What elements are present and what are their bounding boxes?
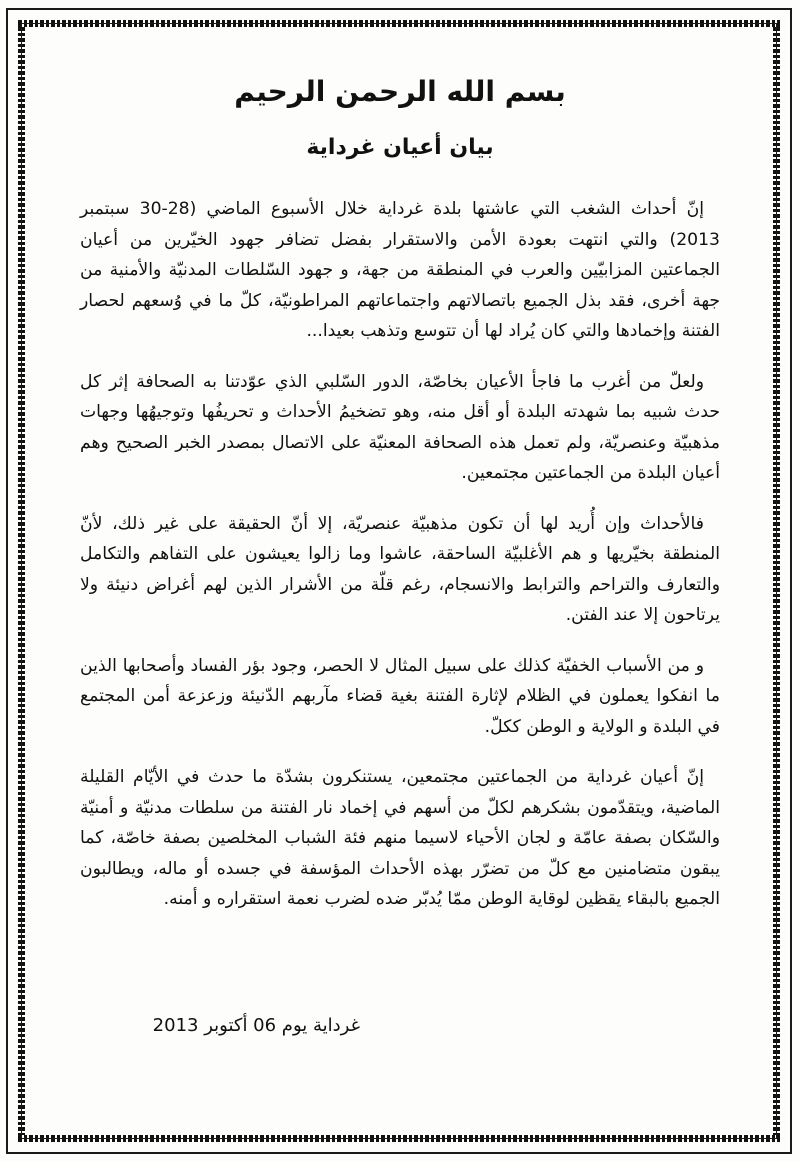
paragraph-4: و من الأسباب الخفيّة كذلك على سبيل المثال لا الحصر، وجود بؤر الفساد وأصحابها الذين ما انفكوا يعملون في الظلام لإثارة الفتنة بغية قضاء مآربهم الدّنيئة وزعزعة أمن المجتمع في البلدة و الولاية و الوطن ككلّ.: [80, 655, 720, 737]
signature-date-line: غرداية يوم 06 أكتوبر 2013: [152, 1015, 360, 1036]
basmala-heading: بسم الله الرحمن الرحيم: [234, 75, 566, 108]
paragraph-3: فالأحداث وإن أُريد لها أن تكون مذهبيّة عنصريّة، إلا أنّ الحقيقة على غير ذلك، لأنّ المنطقة بخيّريها و هم الأغلبيّة الساحقة، عاشوا وما زالوا يعيشون على التفاهم والتكامل والتعارف والتراحم والترابط والانسجام، رغم قلّة من الأشرار الذين لهم أغراض دنيئة ولا يرتاحون إلا عند الفتن.: [80, 513, 720, 625]
document-body: [80, 60, 720, 935]
paragraph-2: ولعلّ من أغرب ما فاجأ الأعيان بخاصّة، الدور السّلبي الذي عوّدتنا به الصحافة إثر كل حدث شبيه بما شهدته البلدة أو أقل منه، وهو تضخيمُ الأحداث و تحريفُها وتوجيهُها وجهات مذهبيّة وعنصريّة، ولم تعمل هذه الصحافة المعنيّة على الاتصال بمصدر الخبر الصحيح وهم أعيان البلدة من الجماعتين مجتمعين.: [80, 371, 720, 483]
paragraph-5: إنّ أعيان غرداية من الجماعتين مجتمعين، يستنكرون بشدّة ما حدث في الأيّام القليلة الماضية، ويتقدّمون بشكرهم لكلّ من أسهم في إخماد نار الفتنة من سلطات مدنيّة و أمنيّة والسّكان بصفة عامّة و لجان الأحياء لاسيما منهم فئة الشباب المخلصين بصفة خاصّة، كما يبقون متضامنين مع كلّ من تضرّر بهذه الأحداث المؤسفة في جسده أو ماله، ويطالبون الجميع بالبقاء يقظين لوقاية الوطن ممّا يُدبّر ضده لضرب نعمة استقراره و أمنه.: [80, 767, 720, 909]
document-title: بيان أعيان غرداية: [306, 135, 494, 160]
paragraph-1: إنّ أحداث الشغب التي عاشتها بلدة غرداية خلال الأسبوع الماضي (28-30 سبتمبر 2013) والتي انتهت بعودة الأمن والاستقرار بفضل تضافر جهود الخيّرين من أعيان الجماعتين المزابيّين والعرب في المنطقة من جهة، و جهود السّلطات المدنيّة والأمنية من جهة أخرى، فقد بذل الجميع باتصالاتهم واجتماعاتهم المراطونيّة، كلّ ما في وُسعهم لحصار الفتنة وإخمادها والتي كان يُراد لها أن تتوسع وتذهب بعيدا...: [80, 199, 720, 341]
